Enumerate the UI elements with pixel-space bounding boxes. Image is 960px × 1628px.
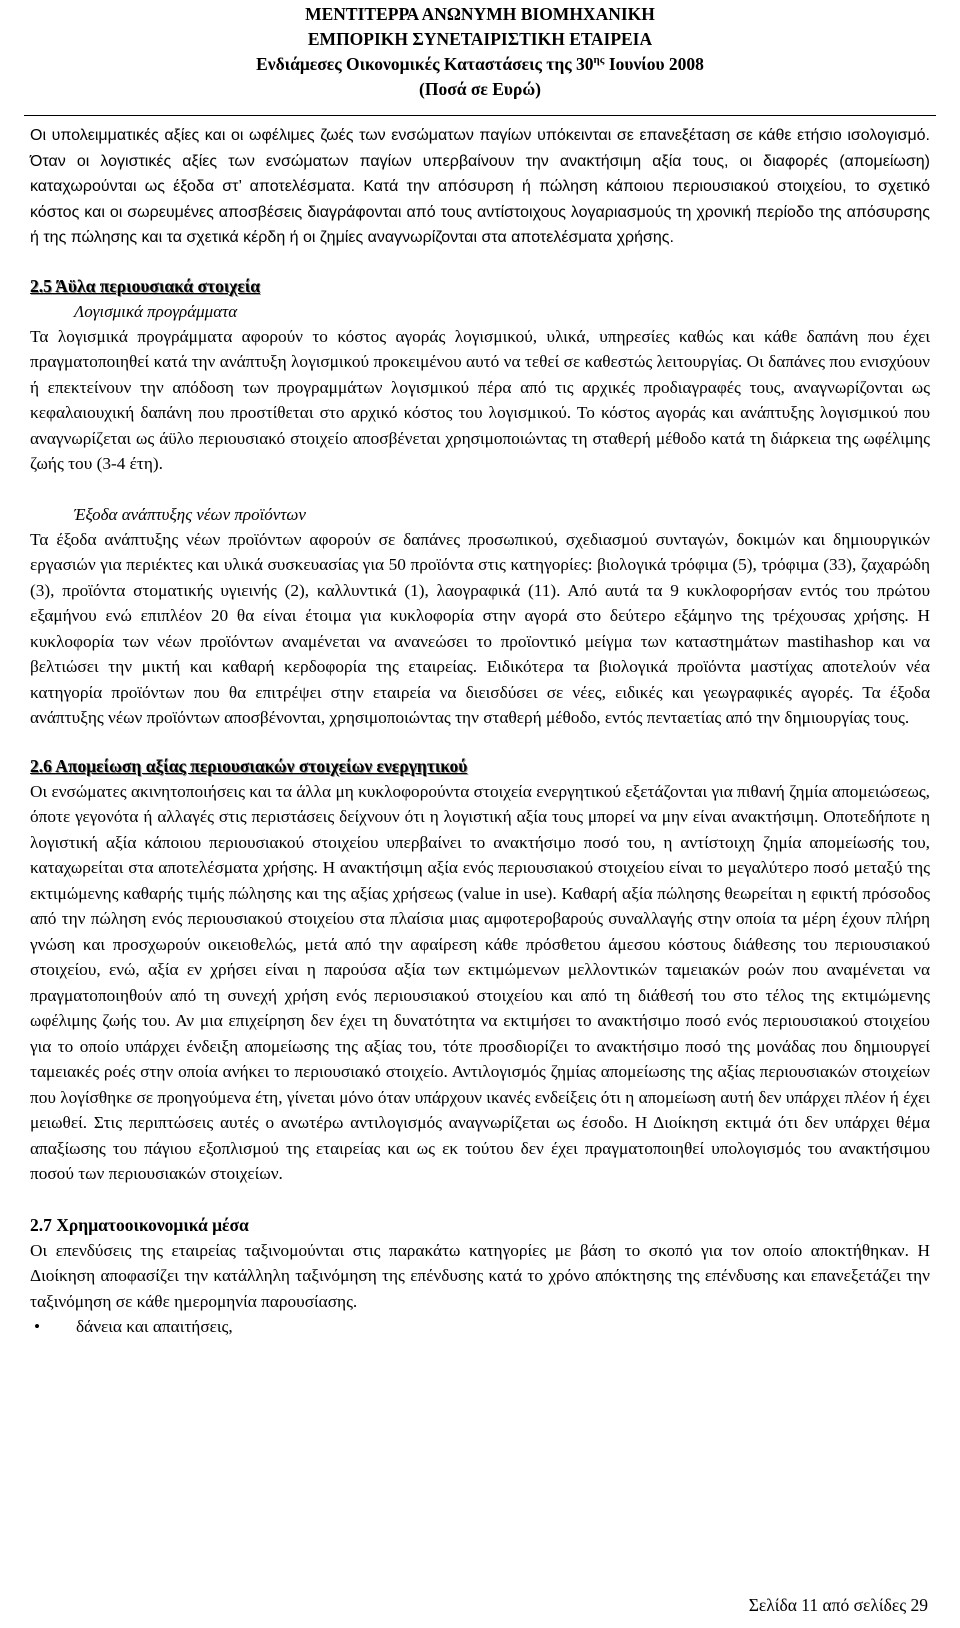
impairment-paragraph: Οι ενσώματες ακινητοποιήσεις και τα άλλα μη κυκλοφορούντα στοιχεία ενεργητικού εξετάζονται για πιθανή ζημία απομειώσεως, όποτε γεγονότα ή αλλαγές στις περιστάσεις δείχνουν ότι η λογιστική αξία τους μπορεί να μην είναι ανακτήσιμη. Οποτεδήποτε η λογιστική αξία κάποιου περιουσιακού στοιχείου υπερβαίνει το ανακτήσιμο ποσό του, η αντίστοιχη ζημία απομείωσής του, καταχωρείται στα αποτελέσματα χρήσης. Η ανακτήσιμη αξία ενός περιουσιακού στοιχείου είναι το μεγαλύτερο ποσό μεταξύ της εκτιμώμενης καθαρής τιμής πώλησης και της αξίας χρήσεως (value in use). Καθαρή αξία πώλησης θεωρείται η εφικτή πρόσοδος από την πώληση ενός περιουσιακού στοιχείου στα πλαίσια μιας αμφοτεροβαρούς συναλλαγής στην οποία τα μέρη έχουν πλήρη γνώση και προσχωρούν οικειοθελώς, μετά από την αφαίρεση κάθε πρόσθετου άμεσου κόστους διάθεσης του περιουσιακού στοιχείου, ενώ, αξία εν χρήσει είναι η παρούσα αξία των εκτιμώμενων μελλοντικών ταμειακών ροών που αναμένεται να πραγματοποιηθούν από τη συνεχή χρήση ενός περιουσιακού στοιχείου και από τη διάθεσή του στο τέλος της εκτιμώμενης ωφέλιμης ζωής του. Αν μια επιχείρηση δεν έχει τη δυνατότητα να εκτιμήσει το ανακτήσιμο ποσό ενός περιουσιακού στοιχείου για το οποίο υπάρχει ένδειξη απομείωσης της αξίας του, τότε προσδιορίζει το ανακτήσιμο ποσό της μονάδας που δημιουργεί ταμειακές ροές στην οποία ανήκει το περιουσιακό στοιχείο. Αντιλογισμός ζημίας απομείωσης της αξίας περιουσιακών στοιχείων που λογίσθηκε σε προηγούμενα έτη, γίνεται μόνο όταν υπάρχουν ικανές ενδείξεις ότι η απομείωση αυτή δεν υπάρχει πλέον ή έχει μειωθεί. Στις περιπτώσεις αυτές ο ανωτέρω αντιλογισμός αναγνωρίζεται ως έσοδο. Η Διοίκηση εκτιμά ότι δεν υπάρχει θέμα απαξίωσης του πάγιου εξοπλισμού της εταιρείας και ως εκ τούτου δεν έχει πραγματοποιηθεί υπολογισμός του ανακτήσιμου ποσού των περιουσιακών στοιχείων. xyxy=(30,781,930,1183)
company-name-line1: ΜΕΝΤΙΤΕΡΡΑ ΑΝΩΝΥΜΗ ΒΙΟΜΗΧΑΝΙΚΗ xyxy=(305,4,655,24)
new-products-paragraph: Τα έξοδα ανάπτυξης νέων προϊόντων αφορούν σε δαπάνες προσωπικού, σχεδιασμού συνταγών, δοκιμών και δημιουργικών εργασιών για περιέκτες και υλικά συσκευασίας για 50 προϊόντα στις κατηγορίες: βιολογικά τρόφιμα (5), τρόφιμα (33), ζαχαρώδη (3), προϊόντα στοματικής υγιεινής (2), καλλυντικά (1), λαογραφικά (11). Από αυτά τα 9 κυκλοφορήσαν εντός του πρώτου εξαμήνου ενώ επιπλέον 20 θα είναι έτοιμα για κυκλοφορία στην αγορά στο δεύτερο εξάμηνο της τρέχουσας χρήσης. Η κυκλοφορία των νέων προϊόντων αναμένεται να ανανεώσει το προϊοντικό μείγμα των καταστημάτων mastihashop και να βελτιώσει την μικτή και καθαρή κερδοφορία της εταιρείας. Ειδικότερα τα βιολογικά προϊόντα μαστίχας αποτελούν νέα κατηγορία προϊόντων που θα επιτρέψει στην εταιρεία να διεισδύσει σε νέες, ειδικές και γεωγραφικές αγορές. Τα έξοδα ανάπτυξης νέων προϊόντων αποσβένονται, χρησιμοποιώντας την σταθερή μέθοδο, εντός πενταετίας από την δημιουργίας τους. xyxy=(30,529,930,727)
statement-title xyxy=(30,52,930,77)
software-paragraph: Τα λογισμικά προγράμματα αφορούν το κόστος αγοράς λογισμικού, υλικά, υπηρεσίες καθώς και κάθε δαπάνη που έχει πραγματοποιηθεί κατά την ανάπτυξη λογισμικού προκειμένου αυτό να τεθεί σε καθεστώς λειτουργίας. Οι δαπάνες που ενισχύουν ή επεκτείνουν την απόδοση των προγραμμάτων λογισμικού πέρα από τις αρχικές προδιαγραφές τους, αναγνωρίζονται ως κεφαλαιουχική δαπάνη που προστίθεται στο αρχικό κόστος του λογισμικού. Το κόστος αγοράς και ανάπτυξης λογισμικού που αναγνωρίζεται ως άϋλο περιουσιακό στοιχείο αποσβένεται χρησιμοποιώντας τη σταθερή μέθοδο κατά τη διάρκεια της ωφέλιμης ζωής του (3-4 έτη). xyxy=(30,326,930,473)
section-2-5-heading xyxy=(30,273,930,299)
bullet-dot-icon: • xyxy=(34,1317,41,1336)
section-2-5-heading-text: 2.5 Άϋλα περιουσιακά στοιχεία xyxy=(30,275,261,296)
page-number: Σελίδα 11 από σελίδες 29 xyxy=(748,1595,928,1615)
new-products-subheading: Έξοδα ανάπτυξης νέων προϊόντων xyxy=(74,504,306,524)
bullet-item-text: δάνεια και απαιτήσεις, xyxy=(76,1317,233,1336)
company-name-line2: ΕΜΠΟΡΙΚΗ ΣΥΝΕΤΑΙΡΙΣΤΙΚΗ ΕΤΑΙΡΕΙΑ xyxy=(307,29,653,49)
document-header xyxy=(30,0,930,102)
section-2-6-heading xyxy=(30,753,930,779)
financial-instruments-paragraph: Οι επενδύσεις της εταιρείας ταξινομούνται στις παρακάτω κατηγορίες με βάση το σκοπό για τον οποίο αποκτήθηκαν. Η Διοίκηση αποφασίζει την κατάλληλη ταξινόμηση της επένδυσης κατά το χρόνο απόκτησης της επένδυσης και επανεξετάζει την ταξινόμηση σε κάθε ημερομηνία παρουσίασης. xyxy=(30,1240,930,1311)
currency-note: (Ποσά σε Ευρώ) xyxy=(419,79,541,99)
statement-title-pre: Ενδιάμεσες Οικονομικές Καταστάσεις της 30 xyxy=(256,54,594,74)
bullet-item xyxy=(30,1314,930,1339)
intro-paragraph: Οι υπολειμματικές αξίες και οι ωφέλιμες ζωές των ενσώματων παγίων υπόκεινται σε επανεξέταση σε κάθε ετήσιο ισολογισμό. Όταν οι λογιστικές αξίες των ενσώματων παγίων υπερβαίνουν την ανακτήσιμη αξία τους, οι διαφορές (απομείωση) καταχωρούνται ως έξοδα στ’ αποτελέσματα. Κατά την απόσυρση ή πώληση κάποιου περιουσιακού στοιχείου, το σχετικό κόστος και οι σωρευμένες αποσβέσεις διαγράφονται από τους αντίστοιχους λογαριασμούς τη χρονική περίοδο της απόσυρσης ή της πώλησης και τα σχετικά κέρδη ή οι ζημίες αναγνωρίζονται στα αποτελέσματα χρήσης. xyxy=(30,127,930,246)
statement-title-post: Ιουνίου 2008 xyxy=(604,54,704,74)
software-subheading: Λογισμικά προγράμματα xyxy=(74,301,238,321)
ordinal-suffix: ης xyxy=(593,54,605,66)
document-page xyxy=(30,0,930,1339)
section-2-6-heading-text: 2.6 Απομείωση αξίας περιουσιακών στοιχείων ενεργητικού xyxy=(30,755,468,776)
section-2-7-heading: 2.7 Χρηματοοικονομικά μέσα xyxy=(30,1214,249,1235)
